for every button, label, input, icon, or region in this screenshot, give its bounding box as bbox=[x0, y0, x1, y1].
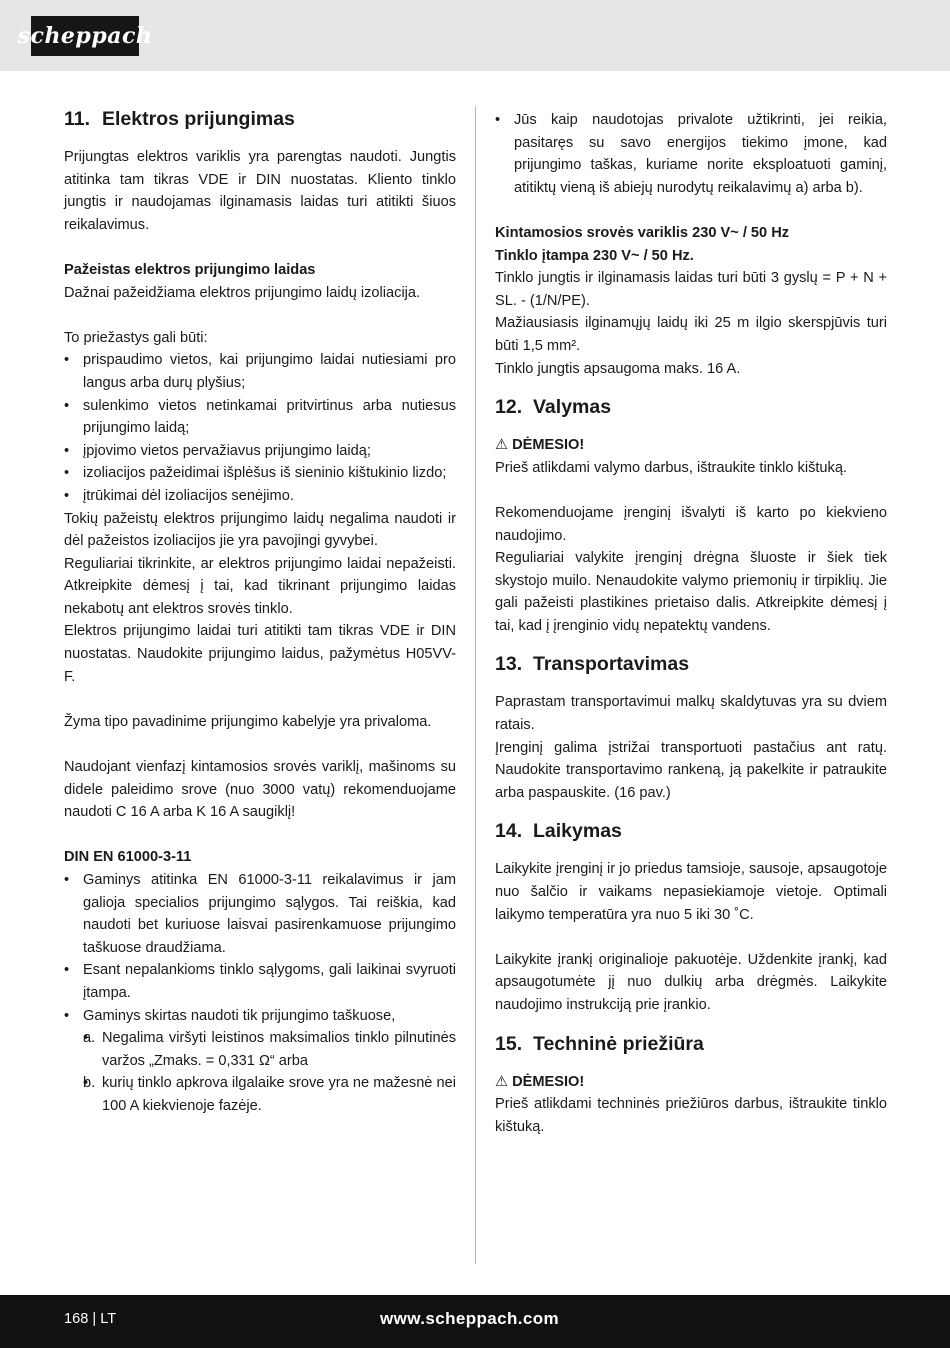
din-sublist bbox=[83, 1027, 456, 1117]
check-paragraph: Reguliariai tikrinkite, ar elektros prijungimo laidai nepažeisti. Atkreipkite dėmesį į tai, kad tikrinant prijungimo laidas nekabotų ant elektros srovės tinklo. bbox=[64, 555, 456, 617]
warning-icon: ⚠ bbox=[495, 1073, 509, 1090]
type-marking-paragraph: Žyma tipo pavadinime prijungimo kabelyje yra privaloma. bbox=[64, 713, 432, 730]
storage-paragraph-1: Laikykite įrenginį ir jo priedus tamsioje, sausoje, apsaugotoje nuo šalčio ir vaikams nepasiekiamoje vietoje. Optimali laikymo temperatūra yra nuo 5 iki 30 ˚C. bbox=[495, 861, 887, 923]
transport-paragraph-2: Įrenginį galima įstrižai transportuoti pastačius ant ratų. Naudokite transportavimo rankeną, ją pakelkite ir patraukite arba paspauskite. (16 pav.) bbox=[495, 739, 887, 801]
ac-motor-subheading: Kintamosios srovės variklis 230 V~ / 50 Hz bbox=[495, 224, 790, 241]
warning-label bbox=[495, 1071, 887, 1094]
causes-intro: To priežastys gali būti: bbox=[64, 329, 208, 346]
list-item: • Gaminys atitinka EN 61000-3-11 reikalavimus ir jam galioja specialios prijungimo sąlygos. Tai reiškia, kad naudoti bet kuriuose laisvai pasirenkamuose prijungimo taškuose draudžiama. bbox=[64, 869, 456, 959]
ac-paragraph-1: Tinklo jungtis ir ilginamasis laidas turi būti 3 gyslų = P + N + SL. - (1/N/PE). bbox=[495, 270, 887, 309]
warning-text: Prieš atlikdami techninės priežiūros darbus, ištraukite tinklo kištuką. bbox=[495, 1096, 887, 1135]
din-subheading: DIN EN 61000-3-11 bbox=[64, 849, 192, 866]
transport-paragraph-1: Paprastam transportavimui malkų skaldytuvas yra su dviem ratais. bbox=[495, 694, 887, 734]
ac-paragraph-2: Mažiausiasis ilginamųjų laidų iki 25 m ilgio skerspjūvis turi būti 1,5 mm². bbox=[495, 315, 887, 354]
section-15-heading bbox=[495, 1031, 887, 1057]
damaged-cable-paragraph: Dažnai pažeidžiama elektros prijungimo laidų izoliacija. bbox=[64, 284, 421, 301]
sublist-text: kurių tinklo apkrova ilgalaike srove yra ne mažesnė nei 100 A kiekvienoje fazėje. bbox=[102, 1075, 456, 1114]
din-list bbox=[64, 869, 456, 1118]
section-title: Valymas bbox=[533, 396, 612, 419]
section-11-heading bbox=[64, 106, 456, 132]
page-header bbox=[0, 0, 950, 71]
column-divider bbox=[475, 106, 476, 1264]
storage-paragraph-2: Laikykite įrankį originalioje pakuotėje. Uždenkite įrankį, kad apsaugotumėte jį nuo dulkių arba drėgmės. Laikykite naudojimo instrukciją prie įrankio. bbox=[495, 951, 887, 1013]
list-item: • įpjovimo vietos pervažiavus prijungimo laidą; bbox=[64, 440, 456, 463]
cleaning-paragraph-1: Rekomenduojame įrenginį išvalyti iš karto po kiekvieno naudojimo. bbox=[495, 504, 887, 544]
list-item: • izoliacijos pažeidimai išplėšus iš sieninio kištukinio lizdo; bbox=[64, 462, 456, 485]
sublist-label: • b. bbox=[83, 1075, 96, 1092]
list-item: • įtrūkimai dėl izoliacijos senėjimo. bbox=[64, 485, 456, 508]
warning-text: Prieš atlikdami valymo darbus, ištraukite tinklo kištuką. bbox=[495, 459, 848, 476]
sublist-label: • a. bbox=[83, 1030, 96, 1047]
sublist-item bbox=[83, 1072, 456, 1117]
section-14-heading bbox=[495, 818, 887, 844]
list-item bbox=[64, 1005, 456, 1118]
section-title: Elektros prijungimas bbox=[102, 108, 295, 130]
list-item: • prispaudimo vietos, kai prijungimo laidai nutiesiami pro langus arba durų plyšius; bbox=[64, 349, 456, 394]
list-item: • sulenkimo vietos netinkamai pritvirtinus arba nutiesus prijungimo laidą; bbox=[64, 395, 456, 440]
single-phase-paragraph: Naudojant vienfazį kintamosios srovės variklį, mašinoms su didele paleidimo srove (nuo 3000 vatų) rekomenduojame naudoti C 16 A arba K 16 A saugiklį! bbox=[64, 759, 456, 821]
scheppach-logo: scheppach bbox=[31, 16, 139, 56]
section-title: Laikymas bbox=[533, 820, 622, 843]
sublist-item bbox=[83, 1027, 456, 1072]
section-title: Transportavimas bbox=[533, 653, 690, 676]
section-title: Techninė priežiūra bbox=[533, 1032, 704, 1055]
right-column bbox=[495, 109, 887, 1138]
warning-text-label: DĖMESIO! bbox=[512, 1073, 585, 1090]
damaged-cable-subheading: Pažeistas elektros prijungimo laidas bbox=[64, 261, 316, 278]
list-item-text: Gaminys skirtas naudoti tik prijungimo taškuose, bbox=[83, 1007, 396, 1024]
website-url: www.scheppach.com bbox=[380, 1309, 560, 1328]
section-12-heading bbox=[495, 394, 887, 420]
intro-paragraph: Prijungtas elektros variklis yra parengtas naudoti. Jungtis atitinka tam tikras VDE ir DIN nuostatas. Kliento tinklo jungtis ir naudojamas ilginamasis laidas turi atitikti šiuos reikalavimus. bbox=[64, 149, 456, 233]
section-number: 12. bbox=[495, 396, 523, 419]
left-column bbox=[64, 106, 456, 1118]
page-number: 168 | LT bbox=[64, 1311, 117, 1327]
section-number: 15. bbox=[495, 1032, 523, 1055]
mains-voltage-subheading: Tinklo įtampa 230 V~ / 50 Hz. bbox=[495, 247, 694, 264]
list-item: • Esant nepalankioms tinklo sąlygoms, gali laikinai svyruoti įtampa. bbox=[64, 959, 456, 1004]
sublist-text: Negalima viršyti leistinos maksimalios tinklo pilnutinės varžos „Zmaks. = 0,331 Ω“ arba bbox=[102, 1030, 456, 1069]
ac-paragraph-3: Tinklo jungtis apsaugoma maks. 16 A. bbox=[495, 360, 741, 377]
damaged-danger-paragraph: Tokių pažeistų elektros prijungimo laidų negalima naudoti ir dėl pažeistos izoliacijos jie yra pavojingi gyvybei. bbox=[64, 510, 456, 550]
warning-icon: ⚠ bbox=[495, 437, 509, 454]
causes-list bbox=[64, 349, 456, 507]
section-number: 13. bbox=[495, 653, 523, 676]
warning-label bbox=[495, 434, 887, 457]
supply-responsibility-list bbox=[495, 109, 887, 199]
list-item: • Jūs kaip naudotojas privalote užtikrinti, jei reikia, pasitaręs su savo energijos tiekimo įmone, kad prijungimo taškas, kuriame norite eksploatuoti gaminį, atitiktų vieną iš abiejų nurodytų reikalavimų a) arba b). bbox=[495, 109, 887, 199]
section-number: 11. bbox=[64, 108, 91, 130]
section-number: 14. bbox=[495, 820, 523, 843]
page-footer bbox=[0, 1295, 950, 1348]
vde-paragraph: Elektros prijungimo laidai turi atitikti tam tikras VDE ir DIN nuostatas. Naudokite prijungimo laidus, pažymėtus H05VV-F. bbox=[64, 623, 456, 685]
warning-text-label: DĖMESIO! bbox=[512, 437, 585, 454]
cleaning-paragraph-2: Reguliariai valykite įrenginį drėgna šluoste ir šiek tiek skystojo muilo. Nenaudokite valymo priemonių ir tirpiklių. Jie gali pažeisti plastikines prietaiso dalis. Atkreipkite dėmesį į tai, kad į įrenginio vidų nepatektų vandens. bbox=[495, 550, 887, 634]
section-13-heading bbox=[495, 651, 887, 677]
